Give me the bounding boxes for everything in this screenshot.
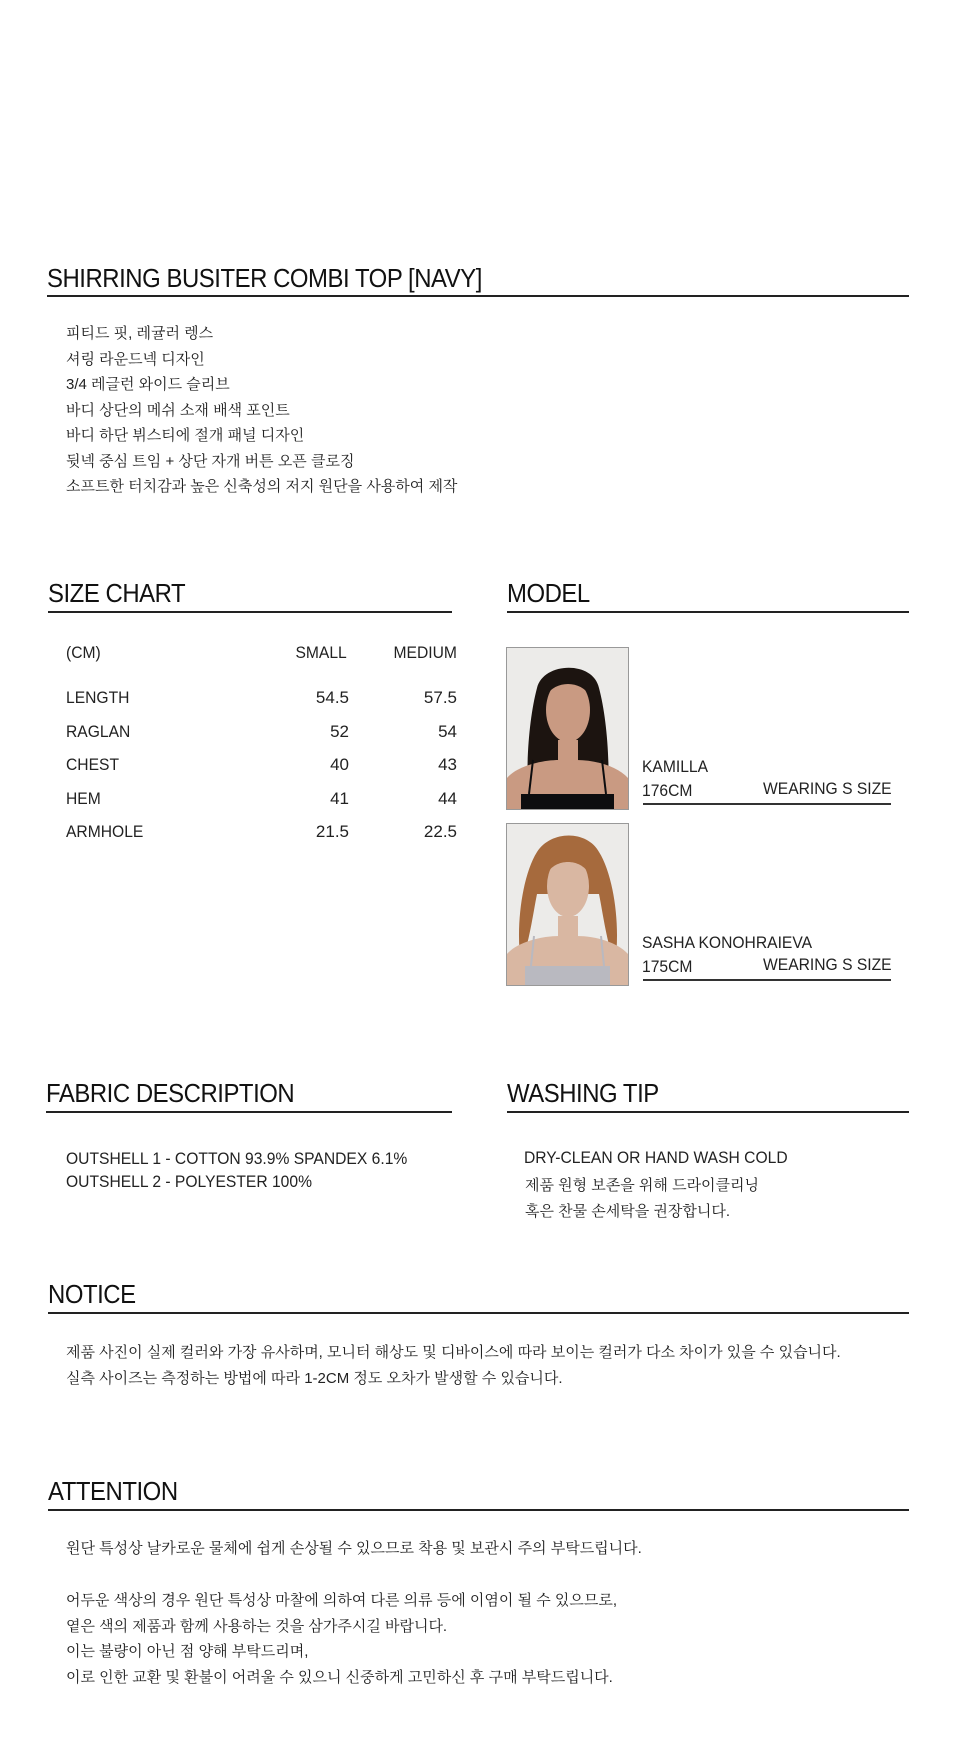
table-row xyxy=(66,688,457,718)
model-info-sasha xyxy=(642,933,827,953)
notice-line: 제품 사진이 실제 컬러와 가장 유사하며, 모니터 해상도 및 디바이스에 따라 보이는 컬러가 다소 차이가 있을 수 있습니다. xyxy=(66,1344,841,1361)
attention-line: 이는 불량이 아닌 점 양해 부탁드리며, xyxy=(66,1643,309,1660)
model-divider-line xyxy=(643,979,891,981)
model-wearing-value: WEARING S SIZE xyxy=(763,955,892,974)
small-value: 52 xyxy=(330,722,349,741)
fabric-line: OUTSHELL 1 - COTTON 93.9% SPANDEX 6.1% xyxy=(66,1149,408,1168)
model-name: SASHA KONOHRAIEVA xyxy=(642,933,813,952)
attention-text xyxy=(66,1588,617,1690)
model-divider xyxy=(507,611,909,613)
fabric-divider xyxy=(46,1111,452,1113)
model-name: KAMILLA xyxy=(642,757,709,776)
attention-first-line: 원단 특성상 날카로운 물체에 쉽게 손상될 수 있으므로 착용 및 보관시 주의 부탁드립니다. xyxy=(66,1540,642,1557)
medium-value: 57.5 xyxy=(423,688,457,707)
model-info-kamilla xyxy=(642,757,714,777)
feature-item: 바디 하단 뷔스티에 절개 패널 디자인 xyxy=(66,427,305,444)
washing-heading: WASHING TIP xyxy=(507,1078,659,1108)
medium-value: 22.5 xyxy=(423,822,457,841)
notice-divider xyxy=(48,1312,909,1314)
row-label: CHEST xyxy=(66,755,120,774)
washing-title: DRY-CLEAN OR HAND WASH COLD xyxy=(524,1148,788,1167)
attention-heading: ATTENTION xyxy=(48,1476,178,1506)
table-row xyxy=(66,789,457,819)
row-label: HEM xyxy=(66,789,101,808)
small-value: 41 xyxy=(330,789,349,808)
attention-divider xyxy=(48,1509,909,1511)
model-portrait xyxy=(507,648,628,809)
attention-line: 어두운 색상의 경우 원단 특성상 마찰에 의하여 다른 의류 등에 이염이 될 수 있으므로, xyxy=(66,1592,618,1609)
feature-item: 피티드 핏, 레귤러 렝스 xyxy=(66,325,214,342)
model-wearing xyxy=(763,779,903,799)
small-value: 54.5 xyxy=(315,688,349,707)
size-chart-heading: SIZE CHART xyxy=(48,578,186,608)
product-title: SHIRRING BUSITER COMBI TOP [NAVY] xyxy=(47,263,482,293)
size-chart-divider xyxy=(48,611,452,613)
size-chart-header-row xyxy=(66,643,457,673)
model-height xyxy=(642,781,697,801)
attention-line: 옅은 색의 제품과 함께 사용하는 것을 삼가주시길 바랍니다. xyxy=(66,1617,448,1635)
model-photo-kamilla xyxy=(506,647,629,810)
feature-item: 바디 상단의 메쉬 소재 배색 포인트 xyxy=(66,401,290,419)
notice-line: 실측 사이즈는 측정하는 방법에 따라 1-2CM 정도 오차가 발생할 수 있습니다. xyxy=(66,1369,563,1387)
table-row xyxy=(66,755,457,785)
small-value: 40 xyxy=(330,755,349,774)
model-heading: MODEL xyxy=(507,578,590,608)
model-wearing xyxy=(763,955,903,975)
model-wearing-value: WEARING S SIZE xyxy=(763,779,892,798)
model-height xyxy=(642,957,697,977)
row-label: ARMHOLE xyxy=(66,822,144,841)
unit-label: (CM) xyxy=(66,643,101,662)
feature-item: 소프트한 터치감과 높은 신축성의 저지 원단을 사용하여 제작 xyxy=(66,478,458,495)
table-row xyxy=(66,722,457,752)
fabric-line: OUTSHELL 2 - POLYESTER 100% xyxy=(66,1172,312,1191)
feature-item: 뒷넥 중심 트임 + 상단 자개 버튼 오픈 클로징 xyxy=(66,452,355,470)
model-height-value: 175CM xyxy=(642,957,693,976)
attention-line: 이로 인한 교환 및 환불이 어려울 수 있으니 신중하게 고민하신 후 구매 부탁드립니다. xyxy=(66,1668,613,1686)
washing-line: 제품 원형 보존을 위해 드라이클리닝 xyxy=(525,1177,760,1194)
medium-value: 43 xyxy=(438,755,457,774)
fabric-heading: FABRIC DESCRIPTION xyxy=(46,1078,295,1108)
model-height-value: 176CM xyxy=(642,781,693,800)
model-portrait xyxy=(507,824,628,985)
row-label: RAGLAN xyxy=(66,722,131,741)
column-medium: MEDIUM xyxy=(393,643,457,662)
notice-heading: NOTICE xyxy=(48,1279,136,1309)
medium-value: 44 xyxy=(438,789,457,808)
medium-value: 54 xyxy=(438,722,457,741)
feature-list xyxy=(66,321,457,500)
title-divider xyxy=(47,295,909,297)
small-value: 21.5 xyxy=(315,822,349,841)
washing-divider xyxy=(507,1111,909,1113)
washing-line: 혹은 찬물 손세탁을 권장합니다. xyxy=(525,1202,731,1220)
washing-text xyxy=(525,1173,759,1224)
row-label: LENGTH xyxy=(66,688,130,707)
column-small: SMALL xyxy=(295,643,347,662)
feature-item: 셔링 라운드넥 디자인 xyxy=(66,350,205,368)
feature-item: 3/4 레글런 와이드 슬리브 xyxy=(66,376,230,393)
model-photo-sasha xyxy=(506,823,629,986)
model-divider-line xyxy=(643,803,891,805)
notice-text xyxy=(66,1340,841,1391)
table-row xyxy=(66,822,457,852)
size-chart-table xyxy=(66,643,457,863)
